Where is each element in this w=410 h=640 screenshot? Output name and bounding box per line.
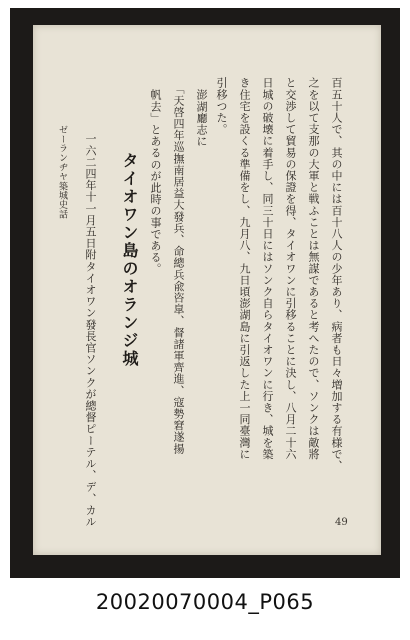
image-caption: 20020070004_P065	[95, 590, 315, 614]
book-page	[33, 25, 381, 555]
book-title: ゼーランヂヤ築城史話	[57, 125, 67, 219]
text-line-3: と交渉して貿易の保證を得、タイオワンに引移ることに決し、八月二十六	[284, 77, 297, 460]
section-body-line: 一六二四年十一月五日附タイオワン發長官ソンクが總督ピーテル、デ、カル	[84, 133, 97, 528]
text-line-1: 百五十人で、其の中には百十八人の少年あり、病者も日々増加する有様で、	[330, 77, 343, 472]
text-line-6: 引移つた。	[215, 77, 228, 135]
text-line-4: 日城の破壊に着手し、同三十日にはソンク自らタイオワンに行き、城を築	[261, 77, 274, 460]
section-heading: タイオワン島のオランジ城	[120, 152, 139, 368]
page-number: 49	[335, 517, 348, 528]
text-line-5: き住宅を設くる準備をし、九月八、九日頃澎湖島に引返した上一同臺灣に	[238, 77, 251, 460]
text-line-2: 之を以て支那の大軍と戦ふことは無謀であると考へたので、ソンクは敵將	[307, 77, 320, 460]
text-line-7: 澎湖廳志に	[195, 89, 208, 147]
text-line-8: 「天啓四年巡撫南居益大發兵、命總兵兪咨皐、督諸軍齊進、寇勢窘遂揚	[172, 83, 185, 455]
text-line-9: 帆去」とあるのが此時の事である。	[149, 89, 162, 275]
